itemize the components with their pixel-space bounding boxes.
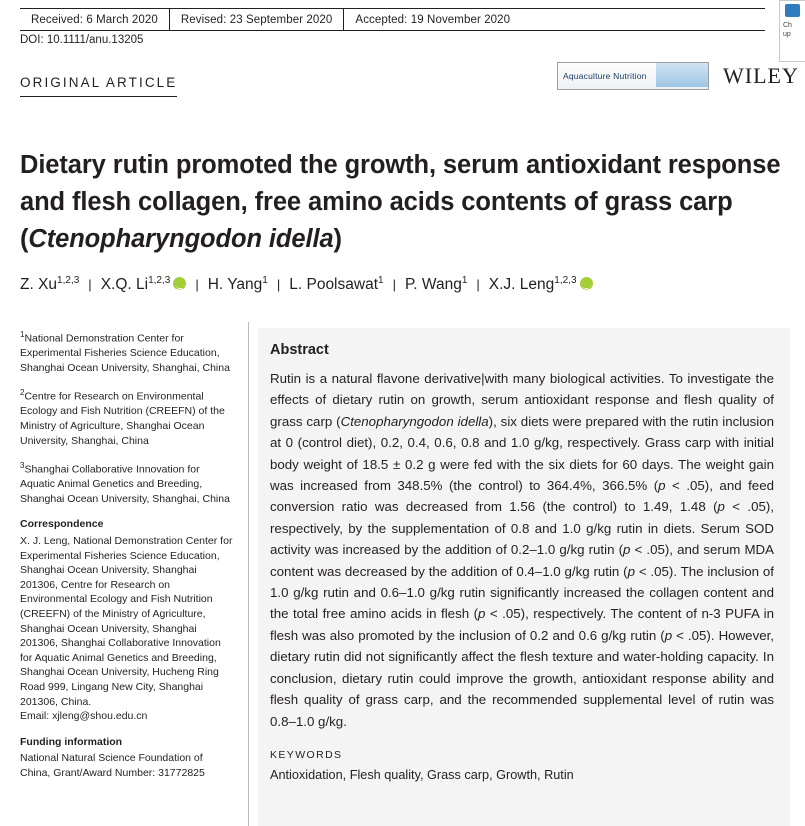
- crossmark-icon: [785, 4, 800, 17]
- journal-logo: [557, 62, 709, 90]
- article-history-bar: [20, 8, 765, 31]
- author-name[interactable]: X.Q. Li$^{1,2,3}$: [100, 275, 171, 294]
- revised-date: Revised: 23 September 2020: [180, 13, 333, 26]
- doi-text[interactable]: DOI: 10.1111/anu.13205: [20, 34, 144, 46]
- journal-name: Aquaculture Nutrition: [563, 71, 647, 81]
- correspondence-block: [20, 517, 234, 723]
- affiliations-column: [20, 328, 234, 792]
- publisher-logo: WILEY: [723, 63, 799, 88]
- author-name[interactable]: X.J. Leng$^{1,2,3}$: [488, 275, 577, 294]
- funding-heading: Funding information: [20, 735, 123, 748]
- author-separator: |: [392, 277, 396, 293]
- author-separator: |: [276, 277, 281, 293]
- page-title: Dietary rutin promoted the growth, serum antioxidant response and flesh collagen, free amino acids contents of grass carp (Ctenopharyngodon idella): [20, 151, 781, 254]
- author-separator: |: [476, 277, 480, 293]
- abstract-panel: [258, 328, 790, 826]
- orcid-icon[interactable]: [173, 277, 186, 290]
- author-name[interactable]: H. Yang$^1$: [207, 275, 268, 294]
- author-separator: |: [88, 277, 92, 293]
- author-name[interactable]: Z. Xu$^{1,2,3}$: [20, 275, 80, 294]
- orcid-icon[interactable]: [580, 277, 593, 290]
- crossmark-badge[interactable]: [779, 0, 805, 62]
- column-divider: [248, 322, 249, 826]
- correspondence-heading: Correspondence: [20, 518, 104, 531]
- abstract-body: Rutin is a natural flavone derivative|with many biological activities. To investigate the effects of dietary rutin on growth, serum antioxidant response and flesh quality of grass carp (Ctenopharyngodon idella), six diets were prepared with the rutin inclusion at 0 (control diet), 0.2, 0.4, 0.6, 0.8 and 1.0 g/kg, respectively. Grass carp with initial body weight of 18.5 ± 0.2 g were fed with the six diets for 60 days. The weight gain was increased from 348.5% (the control) to 364.4%, 366.5% (p < .05), and feed conversion ratio was decreased from 1.56 (the control) to 1.49, 1.48 (p < .05), respectively, by the supplementation of 0.8 and 1.0 g/kg rutin in diets. Serum SOD activity was increased by the addition of 0.2–1.0 g/kg rutin (p < .05), and serum MDA content was decreased by the addition of 0.4–1.0 g/kg rutin (p < .05). The inclusion of 1.0 g/kg rutin and 0.6–1.0 g/kg rutin significantly increased the collagen content and the total free amino acids in flesh (p < .05), respectively. The content of n-3 PUFA in flesh was also promoted by the inclusion of 0.2 and 0.6 g/kg rutin (p < .05). However, dietary rutin did not significantly affect the flesh texture and water-holding capacity. In conclusion, dietary rutin could improve the growth, antioxidant response ability and flesh quality of grass carp, and the recommended supplemental level of rutin was 0.8–1.0 g/kg.: [270, 371, 775, 729]
- fish-illustration-icon: [656, 63, 708, 87]
- keywords-list: Antioxidation, Flesh quality, Grass carp, Growth, Rutin: [270, 767, 574, 782]
- funding-block: [20, 735, 234, 781]
- crossmark-line-1: Ch: [783, 22, 792, 29]
- funding-body: National Natural Science Foundation of China, Grant/Award Number: 31772825: [20, 752, 205, 779]
- correspondence-body: X. J. Leng, National Demonstration Center for Experimental Fisheries Science Education, Shanghai Ocean University, Shanghai 201306, Centre for Research on Environmental Ecology and Fish Nutrition (CREEFN) of the Ministry of Agriculture, Shanghai Ocean University, Shanghai 201306, Shanghai Collaborative Innovation for Aquatic Animal Genetics and Breeding, Shanghai Ocean University, Hucheng Ring Road 999, Lingang New City, Shanghai 201306, China.: [20, 535, 233, 708]
- affiliation-item: $^3$Shanghai Collaborative Innovation for Aquatic Animal Genetics and Breeding, Shanghai Ocean University, Shanghai, China: [20, 461, 230, 505]
- author-name[interactable]: P. Wang$^1$: [404, 275, 468, 294]
- abstract-heading: Abstract: [270, 342, 329, 358]
- crossmark-line-2: up: [783, 31, 791, 38]
- affiliation-item: $^1$National Demonstration Center for Experimental Fisheries Science Education, Shanghai Ocean University, Shanghai, China: [20, 330, 230, 374]
- affiliations-list: [20, 328, 234, 506]
- correspondence-email[interactable]: Email: xjleng@shou.edu.cn: [20, 710, 148, 723]
- accepted-date: Accepted: 19 November 2020: [355, 13, 511, 26]
- journal-branding: [557, 62, 799, 90]
- author-list: [20, 268, 790, 298]
- received-date: Received: 6 March 2020: [31, 13, 158, 26]
- keywords-heading: KEYWORDS: [270, 748, 343, 761]
- author-separator: |: [195, 277, 199, 293]
- affiliation-item: $^2$Centre for Research on Environmental Ecology and Fish Nutrition (CREEFN) of the Ministry of Agriculture, Shanghai Ocean University, Shanghai, China: [20, 388, 225, 447]
- article-type-label: ORIGINAL ARTICLE: [20, 75, 177, 97]
- author-name[interactable]: L. Poolsawat$^1$: [289, 275, 384, 294]
